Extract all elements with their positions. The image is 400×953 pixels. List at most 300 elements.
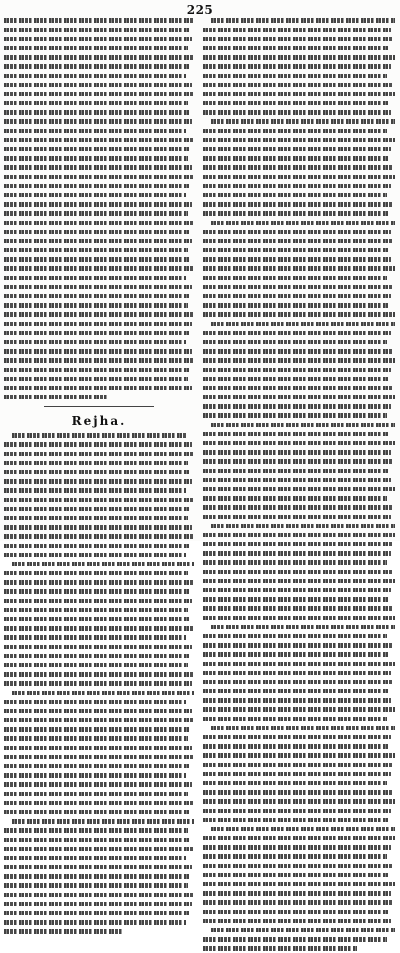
text-line (203, 99, 395, 108)
text-line (203, 567, 395, 576)
text-line (4, 154, 194, 163)
text-line (203, 889, 395, 898)
text-line (203, 485, 395, 494)
text-line (203, 678, 395, 687)
text-line (203, 209, 395, 218)
illegible-text-ink (4, 874, 190, 878)
illegible-text-ink (4, 184, 190, 188)
text-line (203, 852, 395, 861)
text-line (4, 99, 194, 108)
illegible-text-ink (4, 589, 190, 593)
text-line (203, 742, 395, 751)
text-line (4, 532, 194, 541)
illegible-text-ink (211, 625, 395, 629)
text-line (203, 825, 395, 834)
illegible-text-ink (203, 533, 395, 537)
illegible-text-ink (203, 211, 389, 215)
text-line (203, 733, 395, 742)
illegible-text-ink (4, 165, 192, 169)
text-line (203, 806, 395, 815)
text-line (203, 154, 395, 163)
illegible-text-ink (4, 239, 192, 243)
illegible-text-ink (203, 404, 391, 408)
illegible-text-ink (203, 303, 389, 307)
text-line (4, 172, 194, 181)
illegible-text-ink (203, 349, 393, 353)
illegible-text-ink (4, 294, 190, 298)
illegible-text-ink (4, 608, 188, 612)
illegible-text-ink (4, 847, 194, 851)
text-line (203, 117, 395, 126)
text-line (4, 605, 194, 614)
illegible-text-ink (211, 322, 395, 326)
illegible-text-ink (203, 698, 391, 702)
text-line (203, 521, 395, 530)
text-line (203, 264, 395, 273)
text-line (4, 90, 194, 99)
text-line (203, 200, 395, 209)
text-line (203, 834, 395, 843)
illegible-text-ink (203, 606, 393, 610)
illegible-text-ink (4, 571, 188, 575)
text-line (203, 512, 395, 521)
illegible-text-ink (203, 147, 391, 151)
text-line (4, 716, 194, 725)
text-line (4, 734, 194, 743)
text-line (4, 356, 194, 365)
illegible-text-ink (4, 626, 194, 630)
illegible-text-ink (4, 452, 194, 456)
text-line (203, 411, 395, 420)
text-line (4, 384, 194, 393)
text-line (203, 163, 395, 172)
text-line (203, 641, 395, 650)
text-line (203, 292, 395, 301)
illegible-text-ink (203, 156, 389, 160)
illegible-text-ink (4, 617, 190, 621)
section-divider (44, 406, 154, 407)
text-line (4, 872, 194, 881)
illegible-text-ink (203, 597, 389, 601)
text-line (203, 25, 395, 34)
text-line (203, 668, 395, 677)
illegible-text-ink (4, 46, 188, 50)
text-line (4, 486, 194, 495)
left-column (4, 16, 194, 936)
text-line (4, 255, 194, 264)
text-line (203, 466, 395, 475)
text-line (203, 310, 395, 319)
illegible-text-ink (4, 322, 192, 326)
text-line (203, 172, 395, 181)
text-line (4, 328, 194, 337)
illegible-text-ink (4, 599, 192, 603)
illegible-text-ink (203, 202, 393, 206)
text-line (4, 273, 194, 282)
illegible-text-ink (203, 946, 357, 950)
illegible-text-ink (203, 799, 395, 803)
text-line (4, 310, 194, 319)
illegible-text-ink (211, 423, 395, 427)
illegible-text-ink (203, 707, 395, 711)
text-line (203, 494, 395, 503)
illegible-text-ink (4, 340, 186, 344)
text-line (4, 440, 194, 449)
illegible-text-ink (4, 902, 192, 906)
text-line (4, 514, 194, 523)
illegible-text-ink (203, 230, 391, 234)
text-line (4, 578, 194, 587)
text-line (4, 707, 194, 716)
text-line (203, 374, 395, 383)
text-line (4, 53, 194, 62)
illegible-text-ink (12, 691, 194, 695)
text-line (203, 237, 395, 246)
illegible-text-ink (4, 119, 192, 123)
text-line (4, 80, 194, 89)
illegible-text-ink (4, 498, 194, 502)
illegible-text-ink (203, 165, 393, 169)
text-line (4, 16, 194, 25)
text-line (203, 861, 395, 870)
illegible-text-ink (4, 893, 194, 897)
text-line (203, 944, 395, 953)
illegible-text-ink (4, 331, 190, 335)
illegible-text-ink (211, 119, 395, 123)
illegible-text-ink (4, 507, 190, 511)
illegible-text-ink (203, 680, 393, 684)
text-line (203, 145, 395, 154)
illegible-text-ink (203, 845, 391, 849)
text-line (203, 181, 395, 190)
text-line (203, 549, 395, 558)
illegible-text-ink (203, 515, 391, 519)
illegible-text-ink (4, 865, 192, 869)
text-line (4, 25, 194, 34)
illegible-text-ink (203, 790, 393, 794)
text-line (203, 347, 395, 356)
text-line (4, 34, 194, 43)
text-line (203, 53, 395, 62)
text-line (4, 191, 194, 200)
text-line (203, 448, 395, 457)
text-line (203, 576, 395, 585)
text-line (203, 402, 395, 411)
illegible-text-ink (203, 257, 391, 261)
illegible-text-ink (4, 672, 194, 676)
text-line (203, 760, 395, 769)
illegible-text-ink (4, 156, 188, 160)
illegible-text-ink (211, 827, 395, 831)
illegible-text-ink (12, 562, 194, 566)
text-line (203, 797, 395, 806)
illegible-text-ink (4, 386, 192, 390)
illegible-text-ink (203, 919, 391, 923)
illegible-text-ink (4, 755, 194, 759)
text-line (4, 365, 194, 374)
text-line (203, 338, 395, 347)
illegible-text-ink (203, 46, 389, 50)
text-line (4, 752, 194, 761)
text-line (203, 687, 395, 696)
illegible-text-ink (4, 221, 194, 225)
illegible-text-ink (4, 764, 190, 768)
text-line (203, 916, 395, 925)
illegible-text-ink (4, 257, 190, 261)
illegible-text-ink (4, 202, 192, 206)
text-line (4, 477, 194, 486)
illegible-text-ink (203, 55, 395, 59)
illegible-text-ink (203, 910, 389, 914)
illegible-text-ink (203, 551, 391, 555)
illegible-text-ink (203, 560, 387, 564)
illegible-text-ink (4, 700, 186, 704)
illegible-text-ink (203, 634, 387, 638)
illegible-text-ink (203, 266, 395, 270)
illegible-text-ink (4, 470, 190, 474)
illegible-text-ink (4, 856, 186, 860)
illegible-text-ink (4, 681, 192, 685)
illegible-text-ink (203, 671, 391, 675)
text-line (4, 697, 194, 706)
text-line (4, 624, 194, 633)
text-line (203, 301, 395, 310)
illegible-text-ink (203, 312, 395, 316)
text-line (4, 431, 194, 440)
text-line (203, 457, 395, 466)
text-line (203, 191, 395, 200)
text-line (203, 659, 395, 668)
text-line (203, 273, 395, 282)
text-line (4, 292, 194, 301)
text-line (4, 863, 194, 872)
illegible-text-ink (203, 450, 391, 454)
illegible-text-ink (4, 461, 188, 465)
text-line (203, 880, 395, 889)
text-line (4, 899, 194, 908)
illegible-text-ink (203, 854, 387, 858)
illegible-text-ink (4, 663, 188, 667)
illegible-text-ink (203, 331, 391, 335)
text-line (203, 935, 395, 944)
illegible-text-ink (4, 230, 190, 234)
text-line (4, 200, 194, 209)
illegible-text-ink (211, 928, 395, 932)
illegible-text-ink (203, 74, 387, 78)
illegible-text-ink (4, 368, 190, 372)
text-line (4, 881, 194, 890)
text-line (4, 780, 194, 789)
text-line (4, 227, 194, 236)
illegible-text-ink (203, 542, 393, 546)
text-line (4, 918, 194, 927)
text-line (203, 420, 395, 429)
illegible-text-ink (203, 882, 395, 886)
illegible-text-ink (203, 588, 391, 592)
illegible-text-ink (203, 836, 395, 840)
text-line (4, 587, 194, 596)
text-line (4, 633, 194, 642)
text-line (203, 108, 395, 117)
text-line (4, 725, 194, 734)
illegible-text-ink (203, 37, 393, 41)
text-line (203, 439, 395, 448)
illegible-text-ink (203, 579, 395, 583)
illegible-text-ink (4, 193, 186, 197)
text-line (4, 181, 194, 190)
text-line (4, 569, 194, 578)
illegible-text-ink (4, 838, 190, 842)
text-line (203, 751, 395, 760)
text-line (4, 237, 194, 246)
illegible-text-ink (203, 496, 387, 500)
illegible-text-ink (203, 891, 391, 895)
illegible-text-ink (211, 18, 395, 22)
illegible-text-ink (203, 110, 391, 114)
text-line (203, 135, 395, 144)
illegible-text-ink (4, 395, 109, 399)
illegible-text-ink (203, 193, 387, 197)
text-line (4, 62, 194, 71)
illegible-text-ink (203, 717, 387, 721)
illegible-text-ink (4, 37, 192, 41)
illegible-text-ink (4, 442, 192, 446)
illegible-text-ink (203, 129, 387, 133)
text-line (4, 688, 194, 697)
illegible-text-ink (4, 479, 192, 483)
text-line (4, 771, 194, 780)
illegible-text-ink (4, 147, 190, 151)
illegible-text-ink (203, 809, 391, 813)
text-line (4, 550, 194, 559)
text-line (203, 843, 395, 852)
illegible-text-ink (4, 580, 194, 584)
text-line (4, 393, 194, 402)
illegible-text-ink (203, 772, 391, 776)
illegible-text-ink (203, 413, 387, 417)
text-line (4, 789, 194, 798)
illegible-text-ink (4, 285, 192, 289)
text-line (203, 723, 395, 732)
illegible-text-ink (4, 377, 188, 381)
text-line (4, 135, 194, 144)
illegible-text-ink (4, 64, 190, 68)
illegible-text-ink (4, 312, 194, 316)
text-line (203, 898, 395, 907)
illegible-text-ink (203, 184, 391, 188)
illegible-text-ink (203, 487, 395, 491)
illegible-text-ink (203, 864, 393, 868)
text-line (4, 44, 194, 53)
illegible-text-ink (211, 221, 395, 225)
text-line (203, 246, 395, 255)
text-line (4, 817, 194, 826)
text-line (203, 769, 395, 778)
text-line (203, 282, 395, 291)
illegible-text-ink (4, 101, 188, 105)
right-column (203, 16, 395, 953)
text-line (4, 651, 194, 660)
text-line (203, 870, 395, 879)
illegible-text-ink (203, 616, 395, 620)
text-line (203, 632, 395, 641)
illegible-text-ink (203, 744, 389, 748)
text-line (4, 844, 194, 853)
text-line (203, 531, 395, 540)
text-line (4, 71, 194, 80)
text-line (4, 218, 194, 227)
text-line (4, 504, 194, 513)
illegible-text-ink (4, 727, 190, 731)
text-line (4, 458, 194, 467)
text-line (203, 696, 395, 705)
illegible-text-ink (4, 709, 192, 713)
text-line (4, 808, 194, 817)
text-line (203, 815, 395, 824)
illegible-text-ink (4, 18, 194, 22)
illegible-text-ink (12, 433, 187, 437)
text-line (203, 650, 395, 659)
text-line (4, 117, 194, 126)
text-line (203, 613, 395, 622)
illegible-text-ink (4, 92, 194, 96)
illegible-text-ink (211, 726, 395, 730)
text-line (4, 890, 194, 899)
illegible-text-ink (4, 635, 186, 639)
illegible-text-ink (4, 349, 192, 353)
text-line (203, 779, 395, 788)
illegible-text-ink (4, 736, 188, 740)
text-line (203, 714, 395, 723)
illegible-text-ink (203, 937, 387, 941)
text-line (203, 90, 395, 99)
illegible-text-ink (4, 746, 192, 750)
text-line (4, 145, 194, 154)
illegible-text-ink (4, 773, 186, 777)
illegible-text-ink (203, 459, 393, 463)
illegible-text-ink (211, 524, 395, 528)
illegible-text-ink (203, 83, 393, 87)
illegible-text-ink (4, 55, 194, 59)
text-line (203, 475, 395, 484)
illegible-text-ink (4, 28, 190, 32)
illegible-text-ink (203, 285, 393, 289)
text-line (4, 909, 194, 918)
text-line (203, 227, 395, 236)
text-line (203, 255, 395, 264)
text-line (203, 218, 395, 227)
text-line (203, 622, 395, 631)
illegible-text-ink (203, 248, 389, 252)
text-line (203, 907, 395, 916)
text-line (4, 126, 194, 135)
illegible-text-ink (4, 211, 188, 215)
text-line (4, 264, 194, 273)
illegible-text-ink (4, 248, 188, 252)
illegible-text-ink (203, 175, 395, 179)
text-line (4, 374, 194, 383)
illegible-text-ink (203, 276, 387, 280)
text-line (4, 798, 194, 807)
illegible-text-ink (203, 377, 389, 381)
text-line (203, 429, 395, 438)
illegible-text-ink (203, 358, 395, 362)
text-line (4, 108, 194, 117)
illegible-text-ink (203, 781, 387, 785)
right-column-text (203, 16, 395, 953)
text-line (4, 642, 194, 651)
text-line (203, 604, 395, 613)
